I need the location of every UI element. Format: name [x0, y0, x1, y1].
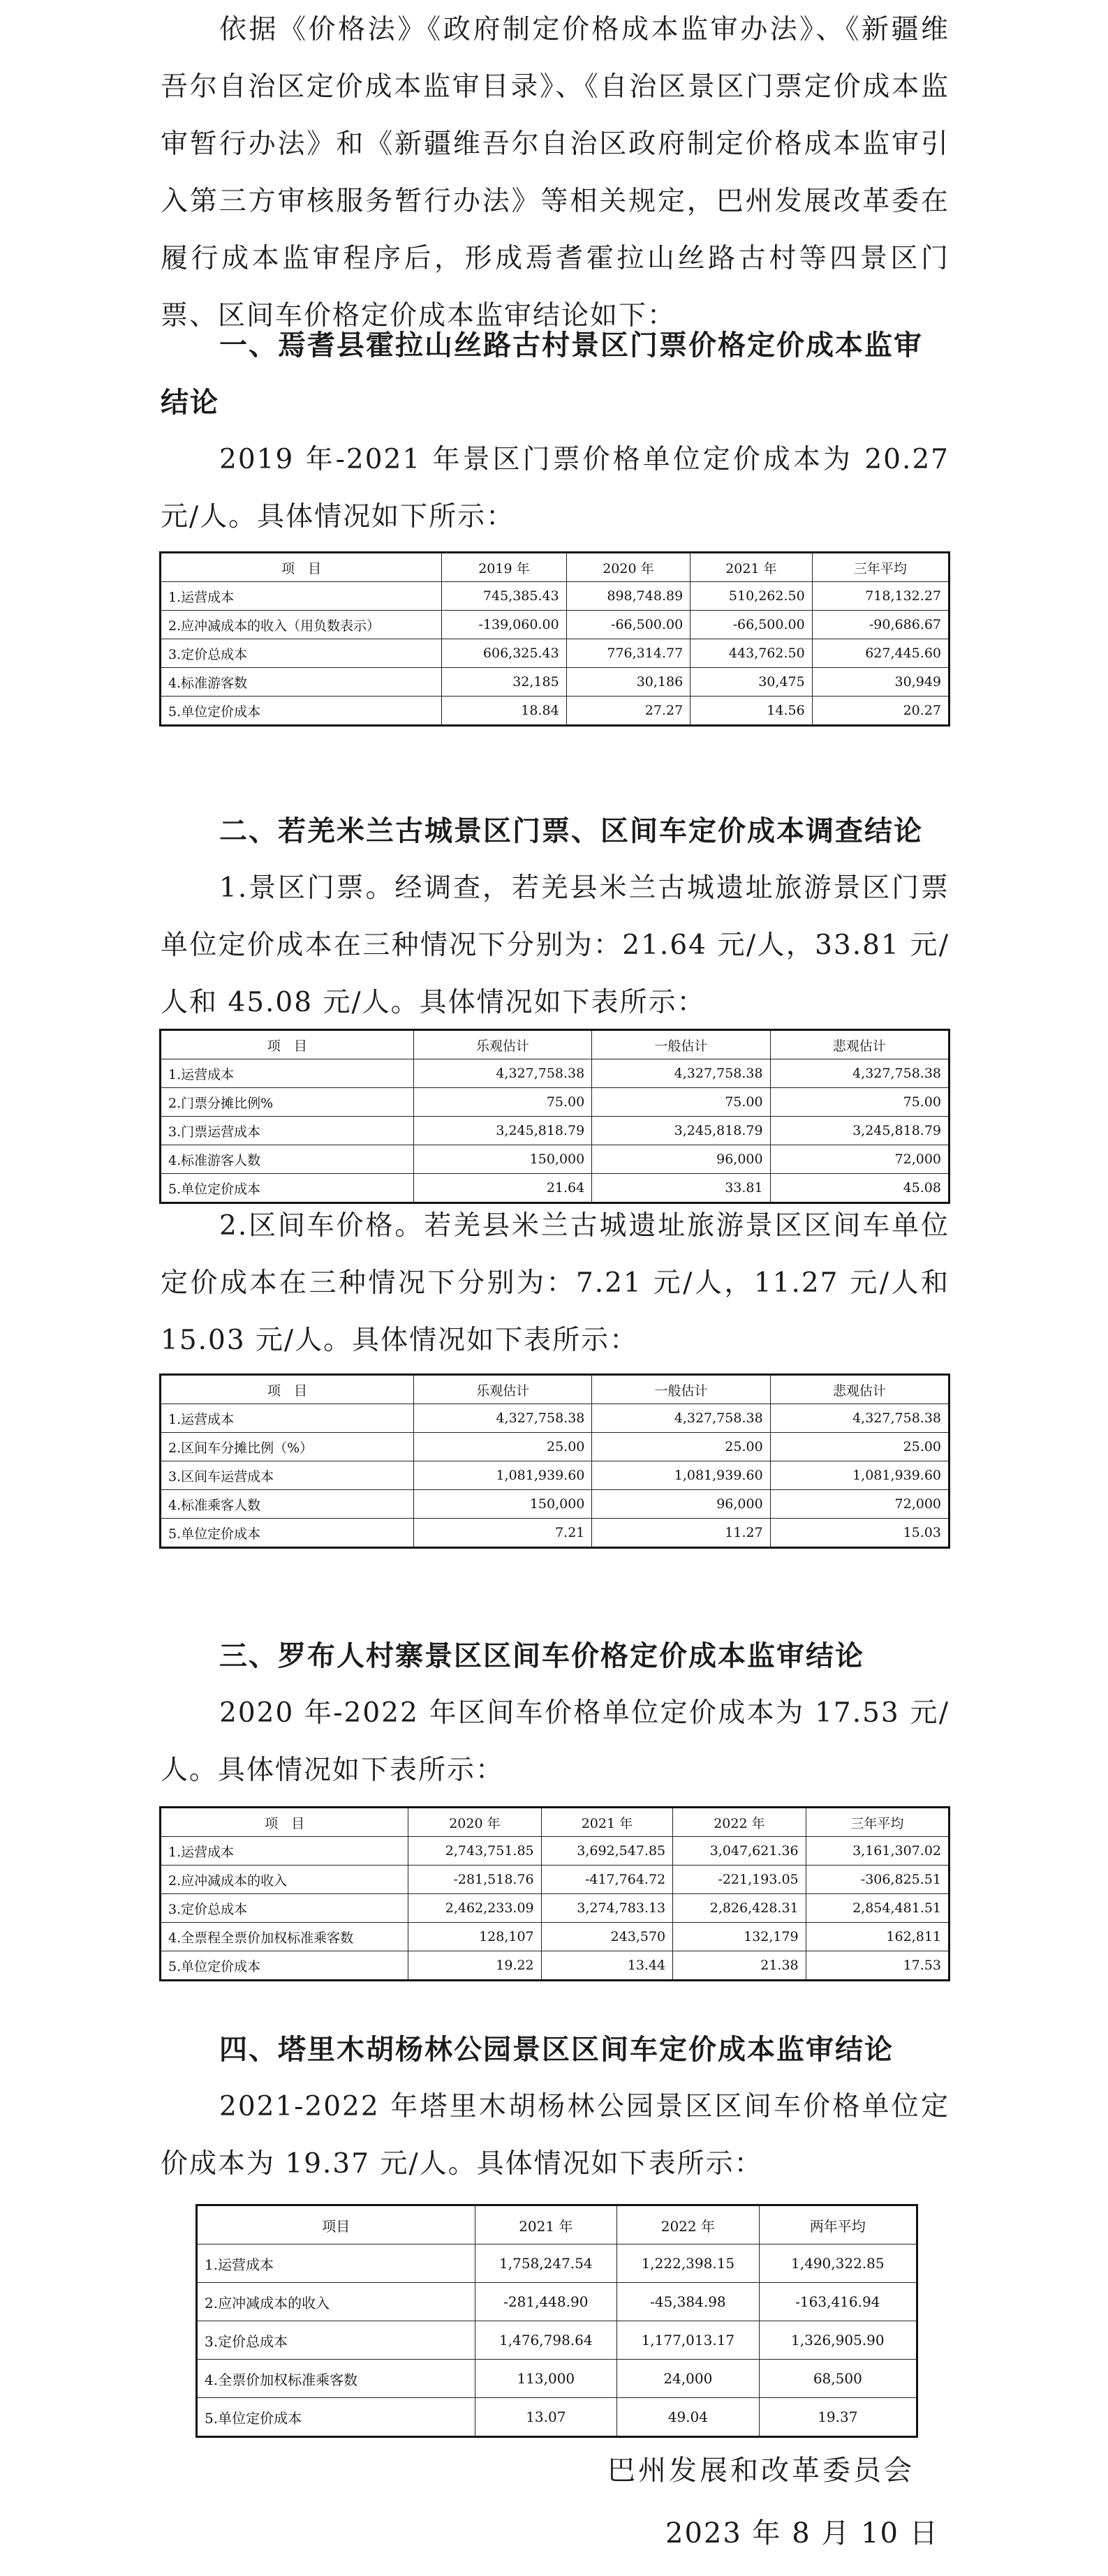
table-cell: 14.56: [690, 697, 813, 726]
table-cell: 68,500: [759, 2360, 917, 2398]
table-row: [197, 2283, 917, 2321]
table-cell: 3,692,547.85: [541, 1837, 673, 1866]
table-cell: 113,000: [475, 2360, 617, 2398]
table-row: [161, 1894, 950, 1923]
intro-text: 依据《价格法》《政府制定价格成本监审办法》、《新疆维吾尔自治区定价成本监审目录》、《自治区景区门票定价成本监审暂行办法》和《新疆维吾尔自治区政府制定价格成本监审引入第三方审核服务暂行办法》等相关规定，巴州发展改革委在履行成本监审程序后，形成焉耆霍拉山丝路古村等四景区门票、区间车价格定价成本监审结论如下：: [161, 14, 950, 332]
row-label: 2.区间车分摊比例（%）: [161, 1433, 414, 1461]
table-cell: 150,000: [414, 1490, 592, 1519]
section-2-p2-text: 若羌县米兰古城遗址旅游景区区间车单位定价成本在三种情况下分别为：7.21 元/人，11.27 元/人和 15.03 元/人。具体情况如下表所示：: [161, 1210, 950, 1356]
section-2-p1-text: 经调查，若羌县米兰古城遗址旅游景区门票单位定价成本在三种情况下分别为：21.64 元/人，33.81 元/人和 45.08 元/人。具体情况如下表所示：: [161, 872, 950, 1018]
table-header-cell: 2021 年: [690, 553, 813, 582]
table-header-cell: 项 目: [161, 553, 442, 582]
table-header-row: [197, 2205, 917, 2244]
table-cell: 30,949: [812, 668, 949, 697]
section-4-title: 四、塔里木胡杨林公园景区区间车定价成本监审结论: [219, 2034, 894, 2066]
table-cell: -221,193.05: [673, 1866, 806, 1894]
table-row: [197, 2244, 917, 2283]
row-label: 3.定价总成本: [161, 639, 442, 668]
row-label: 5.单位定价成本: [197, 2398, 475, 2437]
row-label: 1.运营成本: [197, 2244, 475, 2283]
row-label: 3.定价总成本: [197, 2321, 475, 2360]
table-header-cell: 2020 年: [566, 553, 690, 582]
table-cell: 3,047,621.36: [673, 1837, 806, 1866]
row-label: 1.运营成本: [161, 1837, 408, 1866]
table-cell: -45,384.98: [617, 2283, 760, 2321]
table-cell: 96,000: [592, 1490, 770, 1519]
table-header-cell: 项 目: [161, 1375, 414, 1404]
table-row: [161, 1433, 950, 1461]
table-cell: 11.27: [592, 1519, 770, 1548]
row-label: 1.运营成本: [161, 1404, 414, 1433]
row-label: 4.标准乘客人数: [161, 1490, 414, 1519]
table-cell: 3,245,818.79: [770, 1117, 949, 1145]
section-3-table: [159, 1806, 950, 1981]
table-cell: 3,274,783.13: [541, 1894, 673, 1923]
section-3-title: 三、罗布人村寨景区区间车价格定价成本监审结论: [219, 1640, 864, 1672]
section-1-title: 一、焉耆县霍拉山丝路古村景区门票价格定价成本监审结论: [161, 329, 923, 419]
section-2-p2-head: 2.区间车价格。: [219, 1210, 424, 1242]
row-label: 3.区间车运营成本: [161, 1461, 414, 1490]
table-header-cell: 悲观估计: [770, 1030, 949, 1059]
table-header-cell: 一般估计: [592, 1030, 770, 1059]
table-cell: 45.08: [770, 1174, 949, 1203]
table-cell: 4,327,758.38: [413, 1059, 591, 1088]
table-cell: 30,186: [566, 668, 690, 697]
row-label: 5.单位定价成本: [161, 697, 442, 726]
row-label: 3.门票运营成本: [161, 1117, 414, 1145]
table-header-cell: 2019 年: [442, 553, 567, 582]
table-cell: 33.81: [592, 1174, 770, 1203]
table-cell: 606,325.43: [442, 639, 567, 668]
row-label: 5.单位定价成本: [161, 1519, 414, 1548]
table-cell: 1,081,939.60: [414, 1461, 592, 1490]
table-cell: 13.07: [475, 2398, 617, 2437]
table-cell: 1,758,247.54: [475, 2244, 617, 2283]
row-label: 1.运营成本: [161, 1059, 414, 1088]
table-cell: 128,107: [408, 1923, 541, 1951]
table-row: [161, 1490, 950, 1519]
table-header-cell: 2022 年: [617, 2205, 760, 2244]
table-header-cell: 项目: [197, 2205, 475, 2244]
table-cell: -281,518.76: [408, 1866, 541, 1894]
table-row: [197, 2321, 917, 2360]
table-header-cell: 悲观估计: [770, 1375, 949, 1404]
table-cell: -90,686.67: [812, 611, 949, 639]
table-cell: 18.84: [442, 697, 567, 726]
signature-org: 巴州发展和改革委员会: [607, 2455, 915, 2487]
table-header-row: [161, 1375, 950, 1404]
section-4-paragraph: [161, 2078, 950, 2193]
row-label: 4.全票价加权标准乘客数: [197, 2360, 475, 2398]
table-cell: 13.44: [541, 1951, 673, 1981]
intro-paragraph: [161, 1, 950, 345]
table-cell: -306,825.51: [806, 1866, 949, 1894]
table-row: [161, 697, 950, 726]
table-row: [197, 2360, 917, 2398]
table-header-cell: 项 目: [161, 1030, 414, 1059]
table-cell: 27.27: [566, 697, 690, 726]
table-cell: 15.03: [770, 1519, 949, 1548]
section-2-p1-head: 1.景区门票。: [219, 872, 395, 904]
table-row: [161, 1837, 950, 1866]
table-cell: 21.38: [673, 1951, 806, 1981]
table-cell: 1,326,905.90: [759, 2321, 917, 2360]
table-cell: 162,811: [806, 1923, 949, 1951]
section-2-table-1: [159, 1029, 950, 1204]
table-cell: 1,490,322.85: [759, 2244, 917, 2283]
row-label: 5.单位定价成本: [161, 1951, 408, 1981]
table-cell: 2,826,428.31: [673, 1894, 806, 1923]
table-cell: 2,743,751.85: [408, 1837, 541, 1866]
row-label: 2.应冲减成本的收入: [161, 1866, 408, 1894]
table-header-row: [161, 1808, 950, 1837]
table-cell: -417,764.72: [541, 1866, 673, 1894]
section-2-paragraph-2: [161, 1198, 950, 1369]
section-2-title: 二、若羌米兰古城景区门票、区间车定价成本调查结论: [219, 815, 923, 847]
row-label: 3.定价总成本: [161, 1894, 408, 1923]
table-cell: 75.00: [770, 1088, 949, 1117]
table-cell: 4,327,758.38: [770, 1059, 949, 1088]
table-cell: 4,327,758.38: [414, 1404, 592, 1433]
row-label: 4.标准游客人数: [161, 1145, 414, 1174]
table-cell: 1,081,939.60: [770, 1461, 949, 1490]
table-cell: 17.53: [806, 1951, 949, 1981]
section-2-paragraph-1: [161, 860, 950, 1032]
signature-date: 2023 年 8 月 10 日: [665, 2517, 939, 2549]
row-label: 5.单位定价成本: [161, 1174, 414, 1203]
table-cell: -66,500.00: [690, 611, 813, 639]
table-cell: 25.00: [592, 1433, 770, 1461]
section-3-paragraph: [161, 1685, 950, 1799]
table-cell: 745,385.43: [442, 582, 567, 611]
table-cell: 19.22: [408, 1951, 541, 1981]
row-label: 2.门票分摊比例%: [161, 1088, 414, 1117]
table-cell: 96,000: [592, 1145, 770, 1174]
table-header-cell: 一般估计: [592, 1375, 770, 1404]
table-cell: 20.27: [812, 697, 949, 726]
table-cell: 21.64: [413, 1174, 591, 1203]
table-cell: 4,327,758.38: [770, 1404, 949, 1433]
row-label: 2.应冲减成本的收入: [197, 2283, 475, 2321]
table-header-cell: 乐观估计: [414, 1375, 592, 1404]
table-header-cell: 三年平均: [806, 1808, 949, 1837]
table-row: [161, 1059, 950, 1088]
row-label: 4.标准游客数: [161, 668, 442, 697]
table-cell: 1,177,013.17: [617, 2321, 760, 2360]
table-header-cell: 2021 年: [541, 1808, 673, 1837]
section-3-text: 2020 年-2022 年区间车价格单位定价成本为 17.53 元/人。具体情况如下表所示：: [161, 1697, 950, 1786]
table-cell: 32,185: [442, 668, 567, 697]
table-cell: 7.21: [414, 1519, 592, 1548]
table-cell: 24,000: [617, 2360, 760, 2398]
table-cell: 1,476,798.64: [475, 2321, 617, 2360]
table-cell: 49.04: [617, 2398, 760, 2437]
section-4-text: 2021-2022 年塔里木胡杨林公园景区区间车价格单位定价成本为 19.37 元/人。具体情况如下表所示：: [161, 2091, 950, 2180]
table-cell: 718,132.27: [812, 582, 949, 611]
table-cell: 627,445.60: [812, 639, 949, 668]
table-cell: 2,462,233.09: [408, 1894, 541, 1923]
table-cell: 150,000: [413, 1145, 591, 1174]
table-row: [161, 1088, 950, 1117]
table-cell: 3,161,307.02: [806, 1837, 949, 1866]
table-cell: 443,762.50: [690, 639, 813, 668]
table-row: [161, 1951, 950, 1981]
table-cell: 75.00: [413, 1088, 591, 1117]
table-header-row: [161, 1030, 950, 1059]
table-cell: 132,179: [673, 1923, 806, 1951]
table-header-cell: 项 目: [161, 1808, 408, 1837]
table-cell: 4,327,758.38: [592, 1404, 770, 1433]
table-cell: 75.00: [592, 1088, 770, 1117]
table-cell: 25.00: [414, 1433, 592, 1461]
row-label: 2.应冲减成本的收入（用负数表示）: [161, 611, 442, 639]
table-row: [161, 611, 950, 639]
table-header-cell: 2021 年: [475, 2205, 617, 2244]
table-header-row: [161, 553, 950, 582]
table-cell: -163,416.94: [759, 2283, 917, 2321]
section-2-table-2: [159, 1373, 950, 1549]
table-row: [161, 1923, 950, 1951]
table-header-cell: 三年平均: [812, 553, 949, 582]
table-cell: 3,245,818.79: [413, 1117, 591, 1145]
table-row: [161, 1461, 950, 1490]
table-header-cell: 2022 年: [673, 1808, 806, 1837]
table-header-cell: 乐观估计: [413, 1030, 591, 1059]
table-cell: 3,245,818.79: [592, 1117, 770, 1145]
table-cell: 25.00: [770, 1433, 949, 1461]
row-label: 1.运营成本: [161, 582, 442, 611]
row-label: 4.全票程全票价加权标准乘客数: [161, 1923, 408, 1951]
table-row: [161, 1866, 950, 1894]
section-1-paragraph: [161, 431, 950, 546]
table-row: [161, 1404, 950, 1433]
table-cell: 2,854,481.51: [806, 1894, 949, 1923]
table-row: [161, 668, 950, 697]
table-row: [161, 1519, 950, 1548]
table-cell: 1,081,939.60: [592, 1461, 770, 1490]
table-row: [161, 1145, 950, 1174]
table-cell: 1,222,398.15: [617, 2244, 760, 2283]
table-header-cell: 两年平均: [759, 2205, 917, 2244]
table-cell: 243,570: [541, 1923, 673, 1951]
table-cell: -139,060.00: [442, 611, 567, 639]
table-cell: 510,262.50: [690, 582, 813, 611]
table-cell: -281,448.90: [475, 2283, 617, 2321]
table-row: [161, 582, 950, 611]
section-4-table: [195, 2204, 918, 2438]
table-cell: 72,000: [770, 1145, 949, 1174]
section-1-text: 2019 年-2021 年景区门票价格单位定价成本为 20.27 元/人。具体情况如下所示：: [161, 444, 950, 533]
table-header-cell: 2020 年: [408, 1808, 541, 1837]
table-cell: 898,748.89: [566, 582, 690, 611]
table-row: [161, 1117, 950, 1145]
table-cell: 30,475: [690, 668, 813, 697]
table-cell: 776,314.77: [566, 639, 690, 668]
section-1-table: [159, 551, 950, 727]
table-cell: 4,327,758.38: [592, 1059, 770, 1088]
table-cell: 19.37: [759, 2398, 917, 2437]
table-cell: -66,500.00: [566, 611, 690, 639]
table-row: [197, 2398, 917, 2437]
table-row: [161, 639, 950, 668]
table-cell: 72,000: [770, 1490, 949, 1519]
